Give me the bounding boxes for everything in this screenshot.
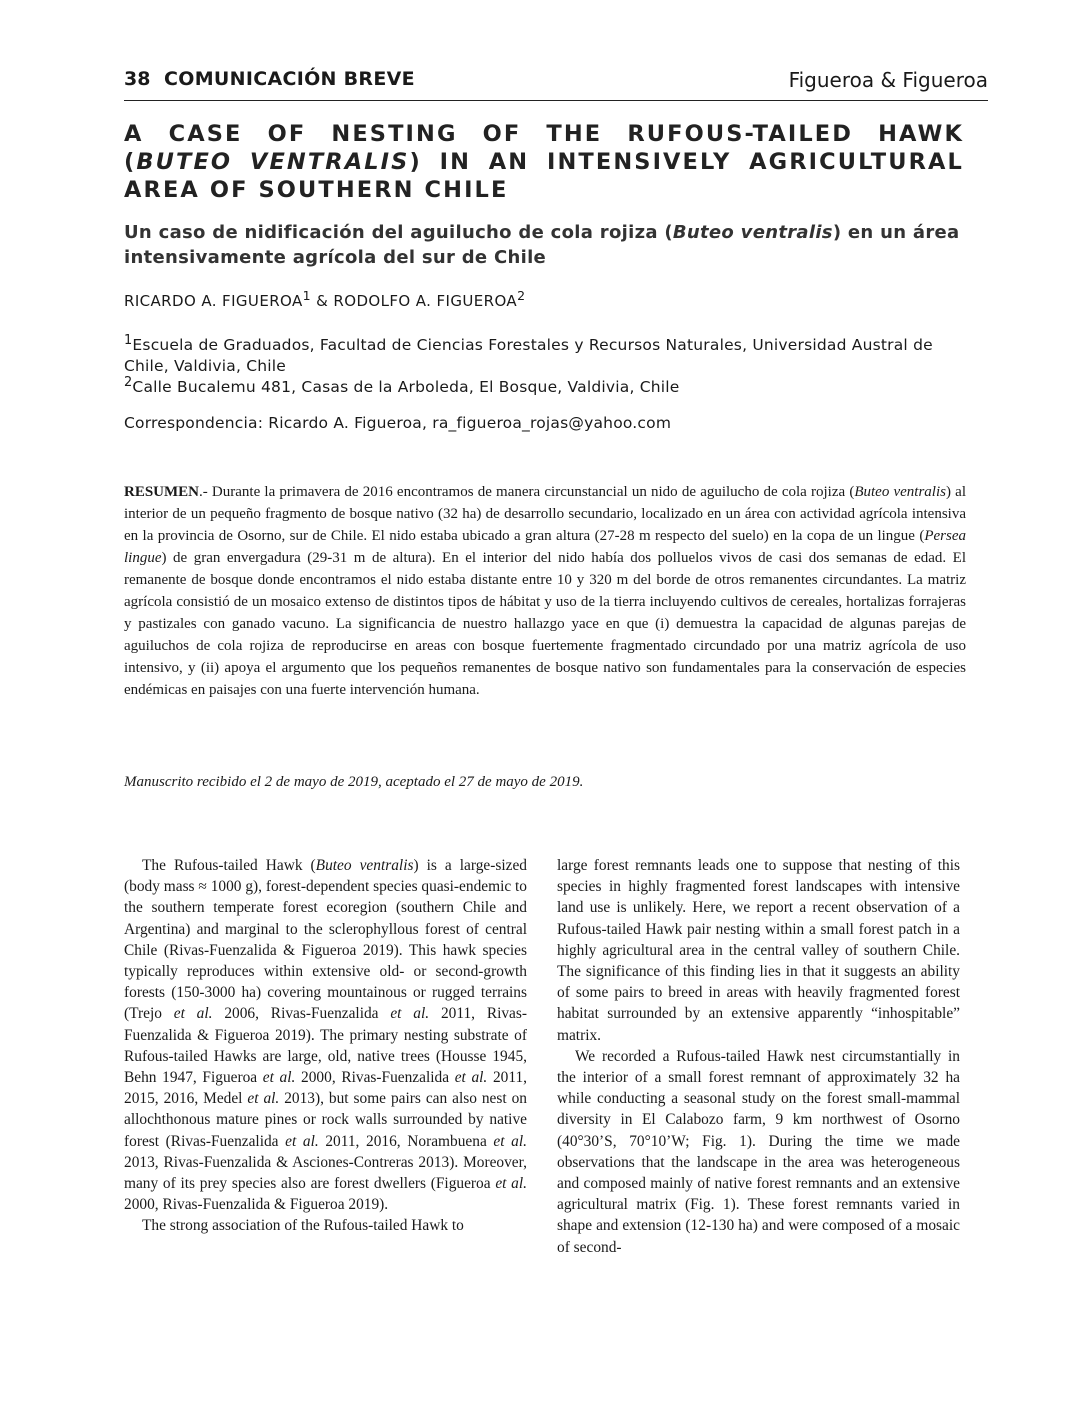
affiliation-1 (124, 330, 966, 377)
body-text: 2000, Rivas-Fuenzalida (295, 1069, 455, 1087)
body-species: Buteo ventralis (315, 857, 414, 874)
author-2: RODOLFO A. FIGUEROA (333, 292, 518, 310)
article-title (124, 120, 964, 204)
body-text: The Rufous-tailed Hawk ( (142, 857, 316, 874)
body-text: 2011, Rivas-Fuenzalida & Figueroa 2019). The primary nesting substrate of Rufous-tailed Hawks are large, old, native trees (Housse 1945, Behn 1947, Figueroa (124, 1005, 528, 1087)
body-paragraph: We recorded a Rufous-tailed Hawk nest circumstantially in the interior of a small forest remnant of approximately 32 ha while conducting a seasonal study on the forest small-mammal diversity in El Calabozo farm, 9 km northwest of Osorno (40°30’S, 70°10’W; Fig. 1). During the time we made observations that the landscape in the area was heterogeneous and composed mainly of native forest remnants and an extensive agricultural matrix (Fig. 1). These forest remnants varied in shape and extension (12-130 ha) and were composed of a mosaic of second- (557, 1047, 960, 1256)
correspondence: Correspondencia: Ricardo A. Figueroa, ra_figueroa_rojas@yahoo.com (124, 414, 672, 432)
abstract (124, 481, 966, 701)
author-separator: & (310, 292, 334, 310)
body-text: 2013, Rivas-Fuenzalida & Asciones-Contreras 2013). Moreover, many of its prey species also are forest dwellers (Figueroa (124, 1153, 527, 1193)
et-al: et al. (454, 1069, 488, 1087)
et-al: et al. (247, 1090, 280, 1108)
title-species: BUTEO VENTRALIS (136, 149, 410, 175)
et-al: et al. (173, 1005, 213, 1023)
page-number: 38 (124, 68, 151, 90)
affiliation-2-sup: 2 (124, 375, 133, 390)
body-text: 2006, Rivas-Fuenzalida (212, 1005, 391, 1023)
author-2-sup: 2 (517, 288, 526, 303)
subtitle-species: Buteo ventralis (672, 222, 833, 243)
author-1: RICARDO A. FIGUEROA (124, 292, 303, 310)
article-subtitle (124, 220, 964, 270)
body-text: ) is a large-sized (body mass ≈ 1000 g), forest-dependent species quasi-endemic to the southern temperate forest ecoregion (southern Chile and Argentina) and marginal to the sclerophyllous forest of central Chile (Rivas-Fuenzalida & Figueroa 2019). This hawk species typically reproduces within extensive old- or second-growth forests (150-3000 ha) covering mountainous or rugged terrains (Trejo (124, 857, 527, 1023)
et-al: et al. (262, 1069, 296, 1087)
abstract-text: ) al interior de un pequeño fragmento de bosque nativo (32 ha) de desarrollo secundario, localizado en un área con actividad agrícola intensiva en la provincia de Osorno, sur de Chile. El nido estaba ubicado a gran altura (27-28 m respecto del suelo) en la copa de un lingue ( (124, 484, 966, 544)
abstract-species: Persea lingue (124, 528, 966, 566)
author-1-sup: 1 (302, 288, 311, 303)
running-authors: Figueroa & Figueroa (788, 68, 988, 92)
body-column-left (124, 855, 527, 1237)
manuscript-dates: Manuscrito recibido el 2 de mayo de 2019, aceptado el 27 de mayo de 2019. (124, 774, 584, 790)
running-header (124, 64, 988, 101)
body-text: 2000, Rivas-Fuenzalida & Figueroa 2019). (124, 1196, 389, 1214)
body-paragraph: The strong association of the Rufous-tailed Hawk to (142, 1217, 464, 1235)
subtitle-text-2: ) en un área intensivamente agrícola del sur de Chile (124, 222, 960, 268)
affiliation-2 (124, 372, 966, 398)
affiliation-2-text: Calle Bucalemu 481, Casas de la Arboleda, El Bosque, Valdivia, Chile (132, 378, 680, 397)
abstract-label: RESUMEN (124, 484, 200, 500)
affiliation-1-sup: 1 (124, 333, 133, 348)
title-text-1: A CASE OF NESTING OF THE RUFOUS-TAILED HAWK ( (124, 121, 964, 175)
body-text: 2013), but some pairs can also nest on allochthonous mature pines or rock walls surrounded by native forest (Rivas-Fuenzalida (124, 1090, 527, 1150)
title-text-2: ) IN AN INTENSIVELY AGRICULTURAL AREA OF SOUTHERN CHILE (124, 149, 964, 203)
body-paragraph (124, 855, 527, 1215)
author-list (124, 288, 525, 310)
body-text: 2011, 2016, Norambuena (318, 1132, 494, 1150)
body-paragraph: large forest remnants leads one to suppose that nesting of this species in highly fragmented forest landscapes with intensive land use is unlikely. Here, we report a recent observation of a Rufous-tailed Hawk pair nesting within a small forest patch in a highly agricultural area in the central valley of southern Chile. The significance of this finding lies in that it suggests an ability of some pairs to breed in areas with heavily fragmented forest habitat surrounded by an extensive apparently “inhospitable” matrix. (557, 857, 960, 1044)
et-al: et al. (285, 1132, 319, 1150)
section-label: COMUNICACIÓN BREVE (164, 68, 415, 90)
subtitle-text-1: Un caso de nidificación del aguilucho de cola rojiza ( (124, 222, 673, 243)
affiliation-1-text: Escuela de Graduados, Facultad de Ciencias Forestales y Recursos Naturales, Universidad Austral de Chile, Valdivia, Chile (124, 336, 933, 376)
abstract-species: Buteo ventralis (854, 484, 946, 500)
et-al: et al. (390, 1005, 430, 1023)
body-text: 2011, 2015, 2016, Medel (124, 1069, 528, 1108)
body-column-right (557, 855, 960, 1258)
et-al: et al. (493, 1132, 527, 1150)
abstract-text: ) de gran envergadura (29-31 m de altura). En el interior del nido había dos polluelos vivos de casi dos semanas de edad. El remanente de bosque donde encontramos el nido estaba distante entre 10 y 320 m del borde de otros remanentes circundantes. La matriz agrícola consistió de un mosaico extenso de distintos tipos de hábitat y uso de la tierra incluyendo cultivos de cereales, hortalizas forrajeras y pastizales con ganado vacuno. La significancia de nuestro hallazgo yace en que (i) demuestra la capacidad de algunas parejas de aguiluchos de cola rojiza de reproducirse en areas con bosque fuertemente fragmentado circundado por una matriz agrícola de uso intensivo, y (ii) apoya el argumento que los pequeños remanentes de bosque nativo son fundamentales para la conservación de especies endémicas en paisajes con una fuerte intervención humana. (124, 550, 966, 698)
et-al: et al. (495, 1175, 527, 1193)
abstract-text: .- Durante la primavera de 2016 encontramos de manera circunstancial un nido de aguilucho de cola rojiza ( (199, 484, 855, 500)
